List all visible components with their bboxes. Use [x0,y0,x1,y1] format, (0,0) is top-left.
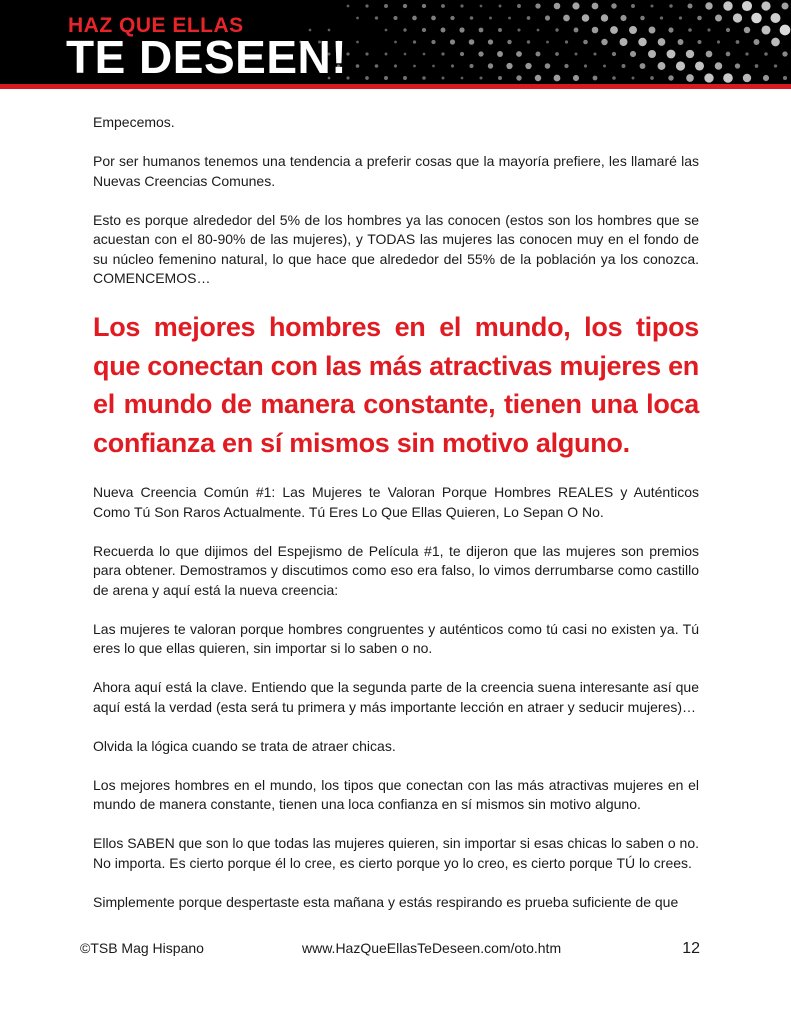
decorative-dot [630,51,636,57]
decorative-dot [516,75,521,80]
decorative-dot [432,65,435,68]
decorative-dot [686,50,694,58]
decorative-dot [385,29,388,32]
decorative-dot [648,50,656,58]
decorative-dot [508,17,511,20]
decorative-dot [733,13,742,22]
decorative-dot [431,16,436,21]
paragraph: Empecemos. [93,114,175,130]
decorative-dot [356,41,359,44]
decorative-dot [622,64,626,68]
decorative-dot [412,16,417,21]
decorative-dot [441,28,446,33]
header-divider [0,84,791,89]
decorative-dot [761,25,770,34]
decorative-dot [356,17,359,20]
decorative-dot [536,52,541,57]
decorative-dot [771,38,780,47]
decorative-dot [478,51,483,56]
decorative-dot [679,16,682,19]
decorative-dot [574,28,579,33]
decorative-dot [751,13,761,23]
page-header [0,0,791,84]
decorative-dot [573,75,579,81]
decorative-dot [535,75,541,81]
decorative-dot [755,64,759,68]
page-footer [80,940,700,964]
decorative-dot [545,63,551,69]
decorative-dot [365,52,368,55]
decorative-dot [620,38,628,46]
decorative-dot [754,39,760,45]
decorative-dot [612,76,616,80]
decorative-dot [461,77,464,80]
decorative-dot [706,51,713,58]
page-number: 12 [682,940,700,957]
decorative-dot [423,53,426,56]
decorative-dot [565,40,568,43]
decorative-dot [527,40,530,43]
decorative-dot [422,28,426,32]
paragraph: Ellos SABEN que son lo que todas las mujeres quieren, sin importar si esas chicas lo saben o no. No importa. Es cierto porque él lo cree, es cierto porque yo lo creo, es cierto porque TÚ lo crees. [93,835,699,871]
decorative-dot [442,77,445,80]
decorative-dot [601,14,608,21]
decorative-dot [480,5,483,8]
decorative-dot [375,64,379,68]
decorative-dot [479,76,482,79]
decorative-dot [611,3,616,8]
decorative-dot [686,74,694,82]
decorative-dot [394,41,397,44]
decorative-dot [403,4,407,8]
brand-title-large: TE DESEEN! [66,31,348,83]
decorative-dot [404,53,407,56]
decorative-dot [603,65,606,68]
decorative-dot [667,50,676,59]
decorative-dot [632,77,635,80]
decorative-dot [517,4,521,8]
decorative-dot [403,76,407,80]
decorative-dot [745,52,748,55]
decorative-dot [669,4,672,7]
decorative-dot [582,14,590,22]
decorative-dot [715,62,723,70]
decorative-dot [422,4,426,8]
copyright-text: ©TSB Mag Hispano [80,940,204,956]
decorative-dot [697,40,701,44]
brand-title-small: HAZ QUE ELLAS [68,14,244,37]
decorative-dot [431,40,435,44]
decorative-dot [563,15,570,22]
decorative-dot [761,1,770,10]
decorative-dot [707,28,710,31]
decorative-dot [593,76,598,81]
decorative-dot [736,40,740,44]
decorative-dot [479,28,484,33]
decorative-dot [489,17,492,20]
decorative-dot [441,4,445,8]
decorative-dot [356,64,360,68]
decorative-dot [459,27,464,32]
decorative-dot [705,2,712,9]
decorative-dot [385,53,388,56]
paragraph: Por ser humanos tenemos una tendencia a preferir cosas que la mayoría prefiere, les llamaré las Nuevas Creencias Comunes. [93,153,699,189]
paragraph: Ahora aquí está la clave. Entiendo que la segunda parte de la creencia suena interesante así que aquí está la verdad (esta será tu primera y más importante lección en atraer y seducir mujeres)… [93,679,699,715]
paragraph: Nueva Creencia Común #1: Las Mujeres te Valoran Porque Hombres REALES y Auténticos Como Tú Son Raros Actualmente. Tú Eres Lo Que Ellas Quieren, Lo Sepan O No. [93,484,699,520]
decorative-dot [678,39,684,45]
decorative-dot [723,73,733,83]
paragraph: Los mejores hombres en el mundo, los tipos que conectan con las más atractivas mujeres en el mundo de manera constante, tienen una loca confianza en sí mismos sin motivo alguno. [93,776,699,812]
decorative-dot [783,76,787,80]
decorative-dot [527,16,531,20]
decorative-dot [612,52,616,56]
decorative-dot [764,52,768,56]
decorative-dot [499,5,502,8]
decorative-dot [774,64,777,67]
decorative-dot [631,4,635,8]
decorative-dot [488,63,493,68]
decorative-dot [365,4,368,7]
decorative-dot [668,27,673,32]
decorative-dot [649,27,656,34]
decorative-dot [697,16,702,21]
decorative-dot [498,76,502,80]
decorative-dot [592,27,599,34]
decorative-dot [726,28,730,32]
decorative-dot [742,1,752,11]
decorative-dot [782,51,787,56]
decorative-dot [717,40,720,43]
decorative-dot [650,76,654,80]
decorative-dot [384,76,388,80]
decorative-dot [629,26,637,34]
decorative-dot [575,53,578,56]
decorative-dot [583,40,588,45]
decorative-dot [640,16,645,21]
paragraph: Olvida la lógica cuando se trata de atraer chicas. [93,737,396,754]
decorative-dot [365,76,369,80]
decorative-dot [450,16,454,20]
decorative-dot [763,75,769,81]
decorative-dot [525,63,531,69]
decorative-dot [555,52,559,56]
decorative-dot [658,38,666,46]
decorative-dot [688,28,692,32]
dot-pattern-decoration [291,0,791,84]
decorative-dot [554,3,561,10]
decorative-dot [441,52,444,55]
decorative-dot [668,75,673,80]
decorative-dot [507,40,511,44]
decorative-dot [610,26,618,34]
paragraph: Simplemente porque despertaste esta mañana y estás respirando es prueba suficiente de que [93,893,679,910]
footer-url-link[interactable]: www.HazQueEllasTeDeseen.com/oto.htm [302,940,562,956]
decorative-dot [687,3,692,8]
decorative-dot [554,75,561,82]
decorative-dot [537,29,540,32]
decorative-dot [601,39,607,45]
decorative-dot [470,16,474,20]
decorative-dot [704,73,713,82]
callout-heading: Los mejores hombres en el mundo, los tipos que conectan con las más atractivas mujeres en el mundo de manera constante, tienen una loca confianza en sí mismos sin motivo alguno. [93,312,699,458]
decorative-dot [384,4,388,8]
decorative-dot [545,15,550,20]
decorative-dot [743,74,751,82]
decorative-dot [650,4,653,7]
decorative-dot [638,38,646,46]
decorative-dot [658,62,666,70]
decorative-dot [347,5,350,8]
decorative-dot [469,64,473,68]
decorative-dot [640,63,646,69]
decorative-dot [555,28,558,31]
decorative-dot [451,64,454,67]
decorative-dot [422,76,426,80]
decorative-dot [394,64,397,67]
paragraph: Esto es porque alrededor del 5% de los hombres ya las conocen (estos son los hombres que se acuestan con el 80-90% de las mujeres), y TODAS las mujeres las conocen muy en el fondo de su núcleo femenino natural, lo que hace que alrededor del 55% de la población ya los conozca. COMENCEMOS… [93,211,699,286]
decorative-dot [660,16,663,19]
decorative-dot [676,61,685,70]
decorative-dot [535,3,540,8]
decorative-dot [584,64,587,67]
decorative-dot [497,51,503,57]
decorative-dot [450,39,455,44]
decorative-dot [715,15,722,22]
decorative-dot [592,3,599,10]
decorative-dot [413,40,416,43]
decorative-dot [506,63,512,69]
decorative-dot [695,61,704,70]
decorative-dot [620,15,626,21]
decorative-dot [488,39,493,44]
decorative-dot [546,41,549,44]
decorative-dot [771,13,781,23]
decorative-dot [375,16,378,19]
decorative-dot [744,27,750,33]
paragraph: Las mujeres te valoran porque hombres congruentes y auténticos como tú casi no existen ya. Tú eres lo que ellas quieren, sin importar si lo saben o no. [93,620,699,656]
decorative-dot [735,63,740,68]
decorative-dot [516,51,522,57]
decorative-dot [413,65,416,68]
decorative-dot [498,28,502,32]
decorative-dot [780,25,791,36]
decorative-dot [460,52,464,56]
decorative-dot [469,39,475,45]
decorative-dot [403,28,406,31]
decorative-dot [723,1,732,10]
decorative-dot [517,28,520,31]
decorative-dot [781,2,788,9]
article-body [93,113,699,932]
decorative-dot [572,2,579,9]
decorative-dot [460,4,463,7]
decorative-dot [593,52,596,55]
decorative-dot [393,16,397,20]
decorative-dot [564,64,568,68]
paragraph: Recuerda lo que dijimos del Espejismo de Película #1, te dijeron que las mujeres son premios para obtener. Demostramos y discutimos como eso era falso, lo vimos derrumbarse como castillo de arena y aquí está la nueva creencia: [93,542,699,598]
decorative-dot [726,52,731,57]
